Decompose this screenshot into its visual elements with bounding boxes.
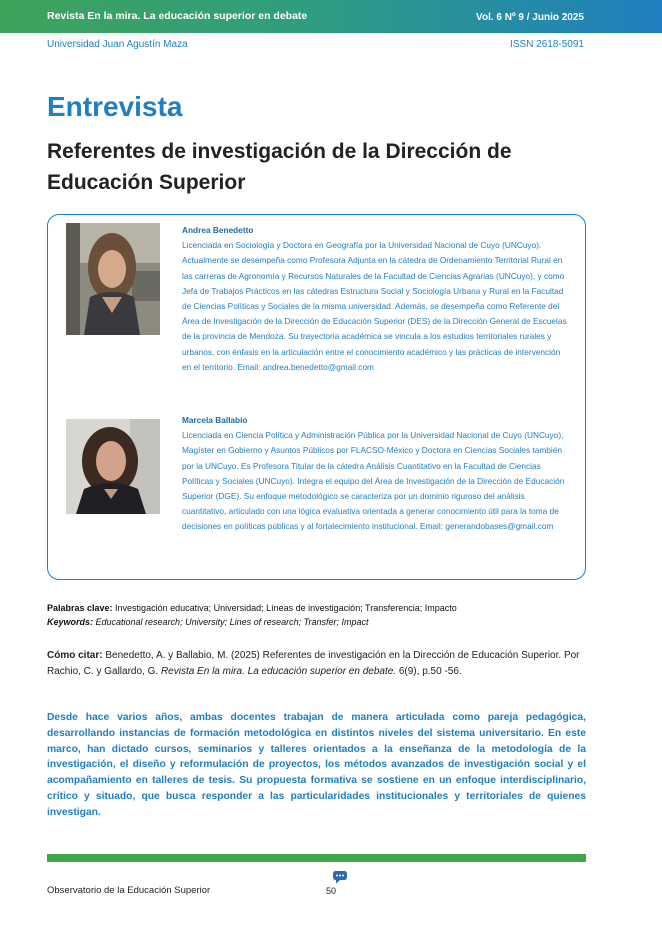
article-title: Referentes de investigación de la Dirección de Educación Superior [47,140,512,194]
citation-text-a: Benedetto, A. y Ballabio, M. (2025) Referentes de investigación en la Dirección de Educación Superior. Por Rachio, C. y Gallardo, G. [47,650,580,677]
author-name-2: Marcela Ballabio [182,415,248,425]
issn: ISSN 2618-5091 [510,39,584,50]
volume-issue: Vol. 6 Nº 9 / Junio 2025 [476,12,584,23]
author-bio-1 [182,223,568,375]
university-name: Universidad Juan Agustín Maza [47,39,188,50]
author-photo-ballabio [66,419,160,514]
chat-icon [332,870,348,884]
keywords-es-label: Palabras clave: [47,603,113,613]
citation [47,648,587,680]
citation-journal: Revista En la mira. La educación superior en debate. [160,666,397,677]
citation-text-b: 6(9), p.50 -56. [396,666,462,677]
citation-label: Cómo citar: [47,650,103,661]
author-bio-text-2: Licenciada en Ciencia Política y Administración Pública por la Universidad Nacional de Cuyo (UNCuyo), Magíster en Gobierno y Asuntos Públicos por FLACSO-México y Doctora en Ciencias Sociales también por la UNCuyo. Es Profesora Titular de la cátedra Análisis Cuantitativo en la Facultad de Ciencias Políticas y Sociales (UNCuyo). Integra el equipo del Área de Investigación de la Dirección de Educación Superior (DGE). Su enfoque metodológico se caracteriza por un dominio riguroso del análisis cuantitativo, articulado con una lógica evaluativa orientada a generar conocimiento útil para la toma de decisiones en políticas públicas y al fortalecimiento institucional. Email: generandobases@gmail.com [182,430,565,532]
section-heading: Entrevista [47,91,183,122]
abstract: Desde hace varios años, ambas docentes trabajan de manera articulada como pareja pedagógica, desarrollando instancias de formación metodológica en distintos niveles del sistema universitario. En este marco, han dictado cursos, seminarios y talleres orientados a la enseñanza de la metodología de la investigación, el diseño y reformulación de proyectos, los métodos avanzados de investigación social y el acompañamiento en talleres de tesis. Su propuesta formativa se sostiene en un enfoque interdisciplinario, crítico y situado, que busca responder a las particularidades institucionales y territoriales de quienes investigan. [47,712,586,818]
keywords-es-text: Investigación educativa; Universidad; Líneas de investigación; Transferencia; Impacto [112,603,457,613]
journal-title: Revista En la mira. La educación superior en debate [47,10,308,22]
keywords-en [47,615,587,630]
author-bio-text-1: Licenciada en Sociología y Doctora en Geografía por la Universidad Nacional de Cuyo (UNCuyo). Actualmente se desempeña como Profesora Adjunta en la cátedra de Ordenamiento Territorial Rural en las carreras de Agronomía y Recursos Naturales de la Facultad de Ciencias Agrarias (UNCuyo), y como Jefa de Trabajos Prácticos en las cátedras Estructura Social y Sociología Urbana y Rural en la Facultad de Ciencias Políticas y Sociales de la misma universidad. Además, se desempeña como Referente del Área de Investigación de la Dirección de Educación Superior (DES) de la Dirección General de Escuelas de la provincia de Mendoza. Su trayectoria académica se vincula a los estudios territoriales rurales y urbanos, con énfasis en la articulación entre el conocimiento académico y las prácticas de intervención en el territorio. Email: andrea.benedetto@gmail.com [182,240,567,372]
keywords-en-label: Keywords: [47,617,94,627]
footer-observatory: Observatorio de la Educación Superior [47,885,211,896]
page-number: 50 [326,886,337,896]
keywords-en-text: Educational research; University; Lines of research; Transfer; Impact [93,617,369,627]
author-bio-2 [182,413,568,535]
author-name-1: Andrea Benedetto [182,225,254,235]
keywords-es [47,601,587,616]
footer-divider [47,854,586,862]
author-photo-benedetto [66,223,160,335]
header-bar [0,0,662,33]
